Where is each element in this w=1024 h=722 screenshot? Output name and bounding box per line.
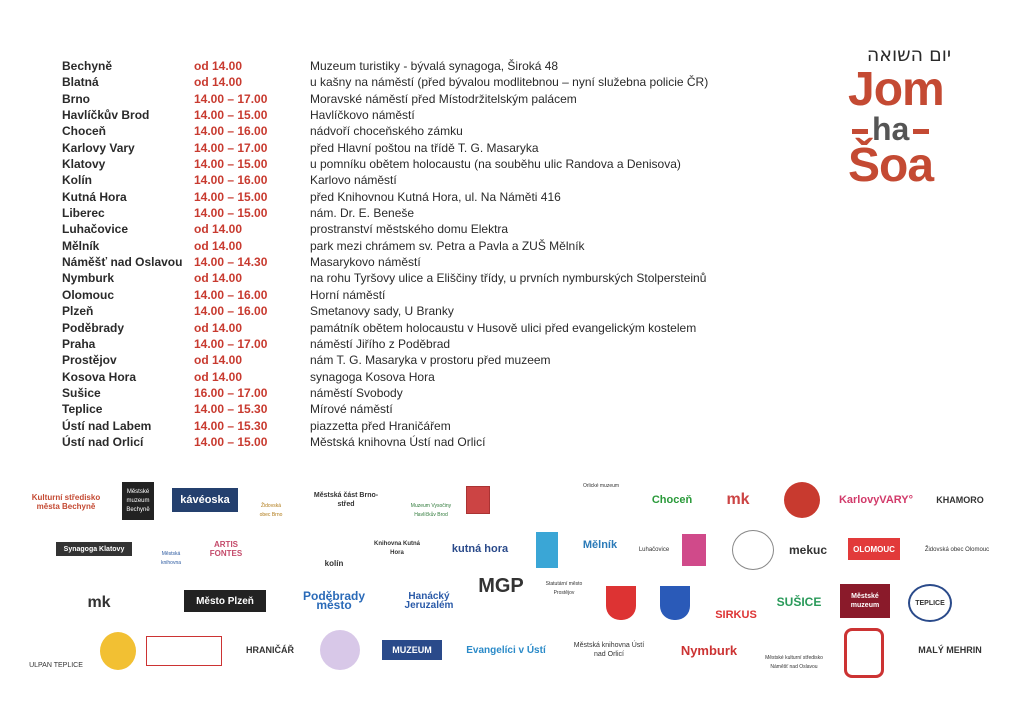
schedule-city: Liberec [62,206,105,221]
partner-logo: KarlovyVARY° [838,493,914,506]
schedule-time: od 14.00 [194,353,243,368]
schedule-row [62,205,822,221]
schedule-city: Poděbrady [62,320,125,335]
schedule-city: Olomouc [62,287,115,302]
logo-word-soa: Šoa [848,139,934,192]
schedule-time: 14.00 – 15.00 [194,206,268,221]
partner-logos-row-3 [26,575,1006,628]
partner-logo: Poděbrady město [302,589,365,612]
schedule-time: od 14.00 [194,222,243,237]
schedule-row [62,238,822,254]
schedule-place: park mezi chrámem sv. Petra a Pavla a ZUŠ Mělník [310,238,585,253]
schedule-row [62,189,822,205]
schedule-place: prostranství městského domu Elektra [310,222,509,237]
schedule-place: Havlíčkovo náměstí [310,108,415,123]
schedule-place: památník obětem holocaustu v Husově ulici před evangelickým kostelem [310,320,697,335]
schedule-row [62,123,822,139]
partner-logo: MALÝ MEHRIN [918,644,982,655]
schedule-time: 14.00 – 16.00 [194,124,268,139]
schedule-time: od 14.00 [194,369,243,384]
schedule-row [62,352,822,368]
partner-logo: mk [87,593,111,611]
schedule-time: 14.00 – 17.00 [194,140,268,155]
schedule-city: Kutná Hora [62,189,127,204]
schedule-city: Blatná [62,75,99,90]
partner-logo: Městské muzeum [840,584,890,618]
partner-logo [784,482,820,518]
schedule-row [62,58,822,74]
logo-word-ha: ha [848,112,974,146]
schedule-row [62,140,822,156]
schedule-city: Ústí nad Labem [62,418,152,433]
schedule-time: od 14.00 [194,271,243,286]
partner-logo [606,586,636,620]
partner-logo: ULPAN TEPLICE [29,662,83,669]
schedule-row [62,287,822,303]
schedule-row [62,336,822,352]
schedule-place: Městská knihovna Ústí nad Orlicí [310,434,486,449]
schedule-time: od 14.00 [194,238,243,253]
partner-logos-row-1 [26,476,1006,524]
schedule-city: Bechyně [62,59,113,73]
partner-logo [268,538,304,560]
schedule-time: od 14.00 [194,75,243,90]
schedule-place: piazzetta před Hraničářem [310,418,451,433]
schedule-time: 14.00 – 14.30 [194,255,268,270]
partner-logo: Městské kulturní středisko Náměšť nad Oslavou [765,655,823,670]
schedule-time: 14.00 – 15.00 [194,157,268,172]
schedule-city: Mělník [62,238,100,253]
schedule-place: nádvoří choceňského zámku [310,124,463,139]
schedule-city: Karlovy Vary [62,140,135,155]
schedule-time: 14.00 – 15.00 [194,434,268,449]
schedule-city: Brno [62,91,90,106]
partner-logo: MGP [478,575,524,597]
partner-logo: kutná hora [451,542,509,555]
partner-logo: kávéoska [172,488,238,512]
schedule-time: 14.00 – 15.00 [194,108,268,123]
schedule-row [62,107,822,123]
logo-hebrew-text: יום השואה [866,44,952,66]
event-schedule [62,58,822,450]
schedule-time: 14.00 – 17.00 [194,336,268,351]
partner-logo [732,530,774,570]
schedule-row [62,385,822,401]
partner-logo: Město Plzeň [184,590,266,612]
partner-logo [100,632,136,670]
schedule-place: Moravské náměstí před Místodržitelským palácem [310,91,577,106]
partner-logo: Nymburk [680,642,738,658]
schedule-row [62,172,822,188]
schedule-place: náměstí Jiřího z Poděbrad [310,336,451,351]
schedule-city: Klatovy [62,157,106,172]
schedule-time: od 14.00 [194,320,243,335]
schedule-time: 14.00 – 15.30 [194,402,268,417]
schedule-place: Karlovo náměstí [310,173,397,188]
partner-logo: HRANIČÁŘ [246,644,294,655]
schedule-row [62,254,822,270]
schedule-place: Horní náměstí [310,287,386,302]
partner-logo: TEPLICE [908,584,952,622]
partner-logo: Židovská obec Brno [259,503,283,518]
schedule-row [62,156,822,172]
partner-logo: Muzeum Vysočiny Havlíčkův Brod [410,503,452,518]
schedule-city: Nymburk [62,271,115,286]
schedule-city: Sušice [62,385,101,400]
schedule-city: Ústí nad Orlicí [62,434,144,449]
schedule-row [62,74,822,90]
partner-logo: Choceň [651,493,693,506]
partner-logos-row-4 [26,628,1006,676]
partner-logo: mk [726,490,750,508]
schedule-place: nám T. G. Masaryka v prostoru před muzeem [310,353,551,368]
schedule-row [62,320,822,336]
partner-logo: Orlické muzeum [582,483,620,489]
schedule-place: Smetanovy sady, U Branky [310,304,454,319]
schedule-place: Masarykovo náměstí [310,255,421,270]
schedule-row [62,369,822,385]
partner-logos-row-2 [26,530,1006,578]
schedule-city: Teplice [62,402,103,417]
partner-logo: SIRKUS [715,609,757,621]
schedule-city: Plzeň [62,304,94,319]
partner-logo: Knihovna Kutná Hora [374,541,420,556]
schedule-row [62,434,822,450]
partner-logo: ARTIS FONTES [209,540,243,558]
partner-logo [466,486,490,514]
schedule-place: Mírové náměstí [310,402,393,417]
schedule-place: Muzeum turistiky - bývalá synagoga, Široká 48 [310,59,559,73]
partner-logo [536,532,558,568]
schedule-time: od 14.00 [194,59,243,73]
partner-logo: SUŠICE [776,594,822,609]
partner-logo: mekuc [788,542,828,557]
schedule-time: 14.00 – 17.00 [194,91,268,106]
partner-logo: Mělník [582,538,618,551]
schedule-time: 14.00 – 16.00 [194,304,268,319]
schedule-row [62,303,822,319]
schedule-place: na rohu Tyršovy ulice a Eliščiny třídy, u prvních nymburských Stolpersteinů [310,271,707,286]
partner-logo: Kulturní středisko města Bechyně [31,493,101,511]
partner-logo: Hanácký Jeruzalém [404,591,454,611]
partner-logo: KHAMORO [936,494,984,505]
schedule-place: nám. Dr. E. Beneše [310,206,415,221]
schedule-row [62,418,822,434]
logo-word-jom: Jom [848,63,944,116]
schedule-city: Luhačovice [62,222,129,237]
schedule-city: Prostějov [62,353,117,368]
partner-logo: Evangelíci v Ústí [466,644,546,656]
partner-logo: Městská knihovna Ústí nad Orlicí [573,642,645,658]
partner-logo [320,630,360,670]
partner-logo: Synagoga Klatovy [56,542,132,556]
partner-logo: Městská část Brno-střed [313,492,379,508]
schedule-city: Havlíčkův Brod [62,108,150,123]
schedule-city: Kolín [62,173,92,188]
schedule-place: u pomníku obětem holocaustu (na souběhu ulic Randova a Denisova) [310,157,681,172]
schedule-row [62,221,822,237]
schedule-time: 14.00 – 16.00 [194,287,268,302]
partner-logo: Luhačovice [638,546,670,553]
partner-logo: kolín [324,559,344,568]
schedule-city: Náměšť nad Oslavou [62,255,183,270]
schedule-time: 14.00 – 15.00 [194,189,268,204]
schedule-place: před Knihovnou Kutná Hora, ul. Na Náměti 416 [310,189,561,204]
schedule-city: Choceň [62,124,107,139]
schedule-row [62,270,822,286]
partner-logo [146,636,222,666]
partner-logo: OLOMOUC [848,538,900,560]
schedule-time: 16.00 – 17.00 [194,385,268,400]
partner-logo: Městské muzeum Bechyně [122,482,154,520]
schedule-row [62,91,822,107]
schedule-city: Kosova Hora [62,369,137,384]
schedule-time: 14.00 – 15.30 [194,418,268,433]
partner-logo: Statutární město Prostějov [545,581,583,596]
schedule-place: synagoga Kosova Hora [310,369,435,384]
partner-logo [660,586,690,620]
partner-logo: Městská knihovna [160,551,181,566]
schedule-city: Praha [62,336,96,351]
schedule-time: 14.00 – 16.00 [194,173,268,188]
partner-logo [682,534,706,566]
schedule-place: náměstí Svobody [310,385,403,400]
jom-ha-soa-logo [844,44,974,194]
partner-logo [130,586,166,620]
partner-logo: MUZEUM [382,640,442,660]
schedule-place: před Hlavní poštou na třídě T. G. Masaryka [310,140,539,155]
schedule-place: u kašny na náměstí (před bývalou modlitebnou – nyní služebna policie ČR) [310,75,709,90]
partner-logo: Židovská obec Olomouc [924,546,990,553]
schedule-row [62,401,822,417]
partner-logo [844,628,884,678]
